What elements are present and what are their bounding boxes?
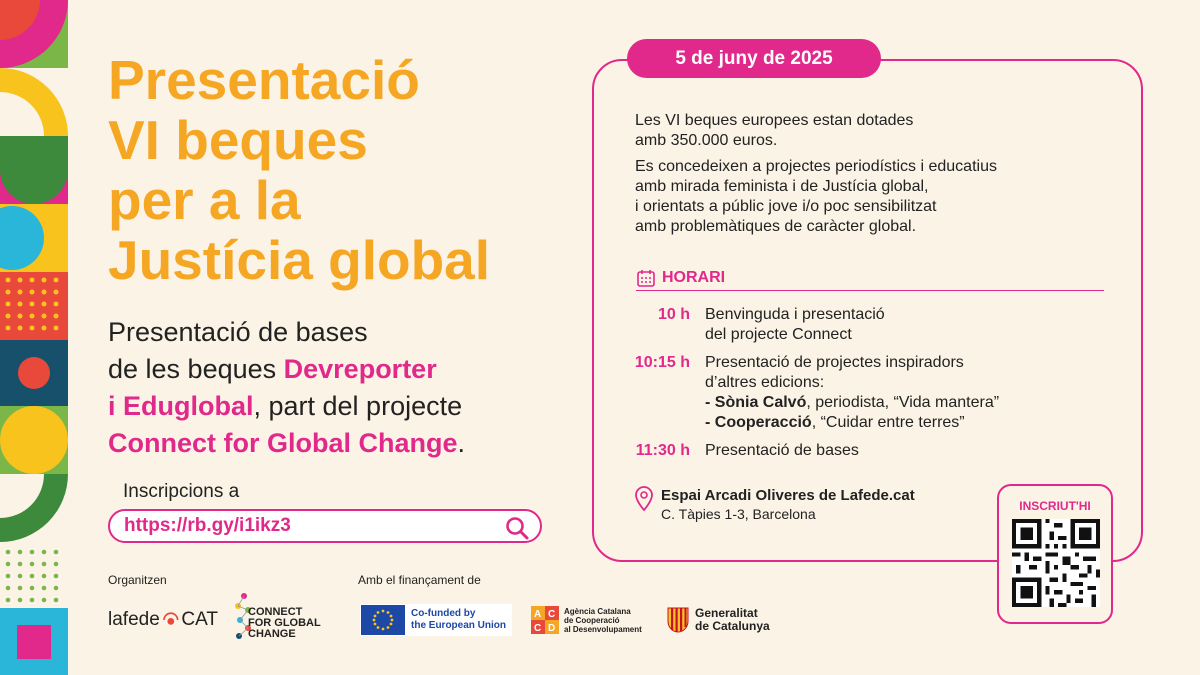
subtitle-line-2 xyxy=(108,351,578,388)
speaker-name: - Cooperacció xyxy=(705,414,812,431)
highlight-eduglobal: i Eduglobal xyxy=(108,391,254,421)
eu-line-1: Co-funded by xyxy=(411,608,476,619)
registration-url-box[interactable] xyxy=(108,509,542,543)
title-line-4: Justícia global xyxy=(108,229,491,291)
svg-text:C: C xyxy=(548,609,556,620)
highlight-devreporter: Devreporter xyxy=(283,354,437,384)
schedule-time: 10 h xyxy=(657,306,690,323)
speaker-name: - Sònia Calvó xyxy=(705,394,807,411)
connect-logo xyxy=(234,590,344,646)
svg-text:A: A xyxy=(534,609,542,620)
qr-label: INSCRIUT'HI xyxy=(1019,499,1091,513)
schedule-line: Presentació de projectes inspiradors xyxy=(705,354,964,371)
intro-line: amb 350.000 euros. xyxy=(635,132,778,149)
schedule-description xyxy=(705,305,885,345)
speaker-detail: , periodista, “Vida mantera” xyxy=(806,394,1000,411)
main-title xyxy=(108,50,578,290)
schedule-line: d’altres edicions: xyxy=(705,374,825,391)
lafede-logo-text: lafede xyxy=(108,609,160,630)
accd-mark-icon xyxy=(531,606,559,634)
accd-logo xyxy=(531,604,651,636)
lafede-logo-cat: CAT xyxy=(181,609,218,630)
schedule-item xyxy=(630,353,1110,433)
title-line-3: per a la xyxy=(108,169,301,231)
accd-line-3: al Desenvolupament xyxy=(564,624,642,634)
subtitle-text: Presentació de bases xyxy=(108,317,368,347)
generalitat-line-2: de Catalunya xyxy=(695,619,770,633)
senyera-shield-icon xyxy=(667,607,689,633)
event-date-badge: 5 de juny de 2025 xyxy=(627,39,881,78)
subtitle-text: de les beques xyxy=(108,354,284,384)
schedule-line: Presentació de bases xyxy=(705,442,859,459)
schedule-heading xyxy=(636,265,1104,291)
accd-line-1: Agència Catalana xyxy=(564,606,631,616)
title-line-1: Presentació xyxy=(108,49,420,111)
intro-line: amb mirada feminista i de Justícia global, xyxy=(635,178,929,195)
schedule-item xyxy=(630,305,1110,345)
organizers-label: Organitzen xyxy=(108,573,167,587)
intro-line: Es concedeixen a projectes periodístics i educatius xyxy=(635,158,997,175)
generalitat-logo xyxy=(667,604,782,636)
funding-label: Amb el finançament de xyxy=(358,573,481,587)
schedule-list xyxy=(630,305,1110,469)
subtitle-line-4 xyxy=(108,425,578,462)
intro-paragraph-1 xyxy=(635,111,1105,151)
qr-code-icon[interactable] xyxy=(1012,519,1100,607)
schedule-time: 11:30 h xyxy=(635,442,690,459)
event-intro xyxy=(635,111,1105,243)
schedule-item xyxy=(630,441,1110,461)
registration-url[interactable]: https://rb.gy/i1ikz3 xyxy=(124,515,291,536)
generalitat-line-1: Generalitat xyxy=(695,606,758,620)
decorative-pattern xyxy=(0,0,68,675)
subtitle-text: , part del projecte xyxy=(253,391,463,421)
subtitle-period: . xyxy=(457,428,466,458)
qr-card[interactable] xyxy=(997,484,1113,624)
title-line-2: VI beques xyxy=(108,109,368,171)
subtitle xyxy=(108,314,578,462)
svg-text:D: D xyxy=(548,623,556,634)
registration-label: Inscripcions a xyxy=(123,481,240,502)
lafede-circle-icon xyxy=(162,607,180,633)
search-icon[interactable] xyxy=(504,515,530,541)
accd-line-2: de Cooperació xyxy=(564,615,620,625)
schedule-heading-label: HORARI xyxy=(662,268,726,286)
accd-logo-text xyxy=(564,607,642,634)
eu-logo-text xyxy=(411,608,506,632)
decorative-strip xyxy=(0,0,68,675)
connect-line-1: CONNECT xyxy=(248,606,303,618)
calendar-icon xyxy=(636,268,656,288)
highlight-connect: Connect for Global Change xyxy=(108,428,458,458)
eu-flag-icon xyxy=(361,605,405,635)
venue xyxy=(634,486,974,526)
subtitle-line-1 xyxy=(108,314,578,351)
schedule-line: del projecte Connect xyxy=(705,326,852,343)
schedule-line: Benvinguda i presentació xyxy=(705,306,885,323)
lafede-logo xyxy=(108,598,218,642)
speaker-detail: , “Cuidar entre terres” xyxy=(811,414,965,431)
svg-text:C: C xyxy=(534,623,542,634)
schedule-description xyxy=(705,353,999,433)
schedule-time: 10:15 h xyxy=(634,354,690,371)
connect-logo-text xyxy=(248,607,321,640)
intro-paragraph-2 xyxy=(635,157,1105,237)
eu-logo xyxy=(360,604,512,636)
location-pin-icon xyxy=(634,486,654,512)
intro-line: amb problemàtiques de caràcter global. xyxy=(635,218,917,235)
venue-address: C. Tàpies 1-3, Barcelona xyxy=(661,506,816,522)
intro-line: Les VI beques europees estan dotades xyxy=(635,112,914,129)
subtitle-line-3 xyxy=(108,388,578,425)
generalitat-logo-text xyxy=(695,607,770,633)
connect-line-3: CHANGE xyxy=(248,628,296,640)
intro-line: i orientats a públic jove i/o poc sensibilitzat xyxy=(635,198,937,215)
eu-line-2: the European Union xyxy=(411,620,506,631)
venue-name: Espai Arcadi Oliveres de Lafede.cat xyxy=(661,487,915,504)
schedule-description xyxy=(705,441,859,461)
connect-line-2: FOR GLOBAL xyxy=(248,617,321,629)
